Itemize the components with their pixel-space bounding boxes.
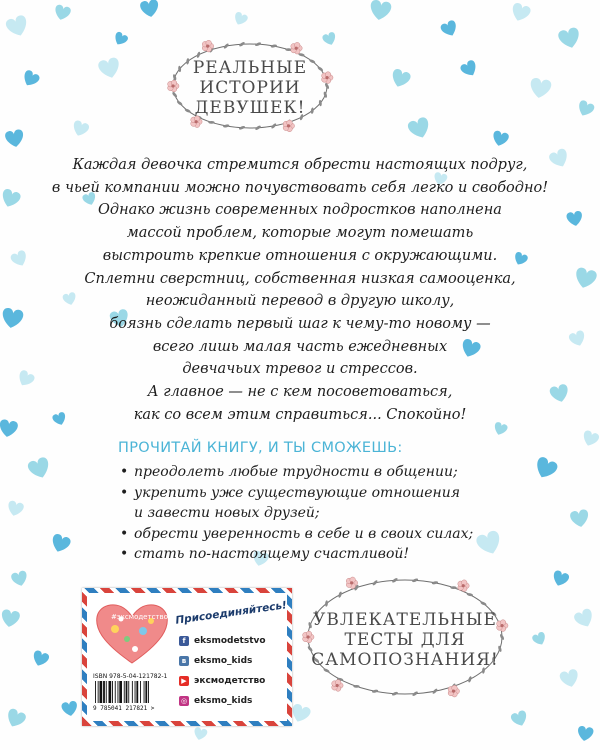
intro-line: девчачьих тревог и стрессов. (182, 361, 418, 378)
heart-icon (575, 99, 595, 119)
heart-icon (49, 533, 72, 555)
heart-icon (576, 725, 594, 742)
intro-line: Однако жизнь современных подростков наполнена (98, 202, 502, 219)
heart-icon (4, 14, 30, 39)
bullet-icon: • (120, 525, 129, 542)
facebook-icon: f (179, 636, 189, 646)
heart-icon (439, 19, 459, 39)
heart-icon (528, 77, 552, 99)
badge-real-stories (165, 36, 335, 136)
isbn-number: ISBN 978-5-04-121782-1 (93, 673, 168, 680)
heart-icon (0, 188, 22, 210)
intro-line: боязнь сделать первый шаг к чему-то новому — (109, 315, 491, 332)
heart-icon (406, 116, 432, 141)
badge-bottom-line-1: УВЛЕКАТЕЛЬНЫЕ (313, 610, 497, 630)
intro-line: Каждая девочка стремится обрести настоящих подруг, (72, 157, 528, 173)
badge-bottom-line-2: ТЕСТЫ ДЛЯ (344, 630, 466, 650)
heart-icon (491, 130, 510, 148)
benefits-list (120, 462, 480, 565)
heart-icon (61, 700, 79, 717)
badge-top-line-3: ДЕВУШЕК! (194, 98, 306, 118)
isbn-block (93, 673, 171, 713)
publisher-postcard (82, 588, 292, 726)
badge-top-line-2: ИСТОРИИ (199, 78, 301, 98)
intro-text (40, 154, 560, 426)
social-handle: eksmo_kids (194, 656, 253, 666)
call-to-action-heading: ПРОЧИТАЙ КНИГУ, И ТЫ СМОЖЕШЬ: (118, 440, 403, 456)
heart-icon (0, 419, 19, 439)
heart-icon (112, 31, 129, 48)
heart-icon (573, 607, 596, 630)
heart-icon (569, 509, 590, 529)
heart-stamp (93, 599, 171, 667)
social-handle: эксмодетство (194, 676, 266, 686)
list-item (120, 524, 480, 545)
heart-icon (53, 4, 72, 22)
intro-line: как со всем этим справиться... Спокойно! (133, 406, 467, 423)
heart-icon (532, 455, 559, 481)
list-item-text: и завести новых друзей; (134, 505, 320, 521)
youtube-icon: ▶ (179, 676, 189, 686)
badge-top-line-1: РЕАЛЬНЫЕ (192, 58, 308, 78)
intro-line: Сплетни сверстниц, собственная низкая самооценка, (84, 270, 516, 287)
list-item-text: обрести уверенность в себе и в своих силах; (134, 525, 474, 542)
list-item (120, 544, 480, 565)
social-links (179, 631, 266, 711)
heart-icon (20, 69, 41, 89)
heart-icon (566, 210, 584, 227)
heart-icon (4, 707, 27, 730)
heart-icon (573, 267, 598, 291)
intro-line: неожиданный перевод в другую школу, (145, 293, 455, 310)
bullet-icon: • (120, 484, 129, 501)
vk-icon: в (179, 656, 189, 666)
social-link-facebook[interactable] (179, 631, 266, 651)
heart-icon (192, 727, 208, 742)
heart-icon (389, 68, 412, 90)
social-link-instagram[interactable] (179, 691, 266, 711)
heart-icon (26, 456, 52, 481)
list-item-text: преодолеть любые трудности в общении; (134, 464, 458, 480)
list-item (120, 462, 480, 483)
heart-icon (289, 703, 312, 725)
social-link-vk[interactable] (179, 651, 266, 671)
heart-icon (9, 249, 29, 269)
heart-icon (0, 307, 24, 329)
social-link-youtube[interactable] (179, 671, 266, 691)
stamp-hashtag: #эксмодетство (111, 613, 168, 621)
heart-icon (10, 570, 29, 588)
bullet-icon: • (120, 546, 129, 562)
heart-icon (368, 0, 392, 22)
heart-icon (232, 11, 249, 27)
list-item-text: стать по-настоящему счастливой! (134, 546, 410, 562)
social-handle: eksmodetstvo (194, 636, 266, 646)
badge-tests (300, 572, 510, 702)
intro-line: всего лишь малая часть ежедневных (152, 338, 448, 355)
heart-icon (31, 649, 50, 668)
list-item-continuation (120, 503, 480, 524)
instagram-icon: ◎ (180, 697, 188, 705)
heart-icon (568, 329, 587, 348)
list-item-text: укрепить уже существующие отношения (134, 484, 461, 501)
heart-icon (139, 0, 160, 18)
heart-icon (0, 609, 21, 629)
badge-bottom-line-3: САМОПОЗНАНИЯ! (311, 650, 499, 670)
join-us-label: Присоединяйтесь! (174, 599, 288, 627)
heart-icon (71, 119, 90, 138)
bullet-icon: • (120, 464, 129, 480)
heart-icon (559, 668, 581, 689)
heart-icon (97, 57, 122, 81)
list-item (120, 483, 480, 504)
barcode-icon (93, 681, 171, 705)
heart-icon (6, 500, 25, 518)
heart-icon (551, 569, 570, 588)
intro-line: А главное — не с кем посоветоваться, (147, 384, 453, 401)
heart-icon (510, 709, 529, 728)
heart-icon (15, 369, 36, 389)
heart-icon (509, 2, 532, 24)
heart-icon (581, 429, 600, 448)
heart-icon (557, 27, 582, 51)
social-handle: eksmo_kids (194, 696, 253, 706)
heart-stamp-icon (93, 599, 171, 667)
intro-line: массой проблем, которые могут помешать (126, 225, 474, 242)
intro-line: выстроить крепкие отношения с окружающими. (102, 247, 498, 264)
heart-icon (531, 631, 548, 647)
heart-icon (4, 129, 25, 149)
barcode-digits: 9 785041 217821 > (93, 705, 155, 712)
intro-line: в чьей компании можно почувствовать себя легко и свободно! (51, 179, 549, 196)
heart-icon (459, 59, 480, 79)
